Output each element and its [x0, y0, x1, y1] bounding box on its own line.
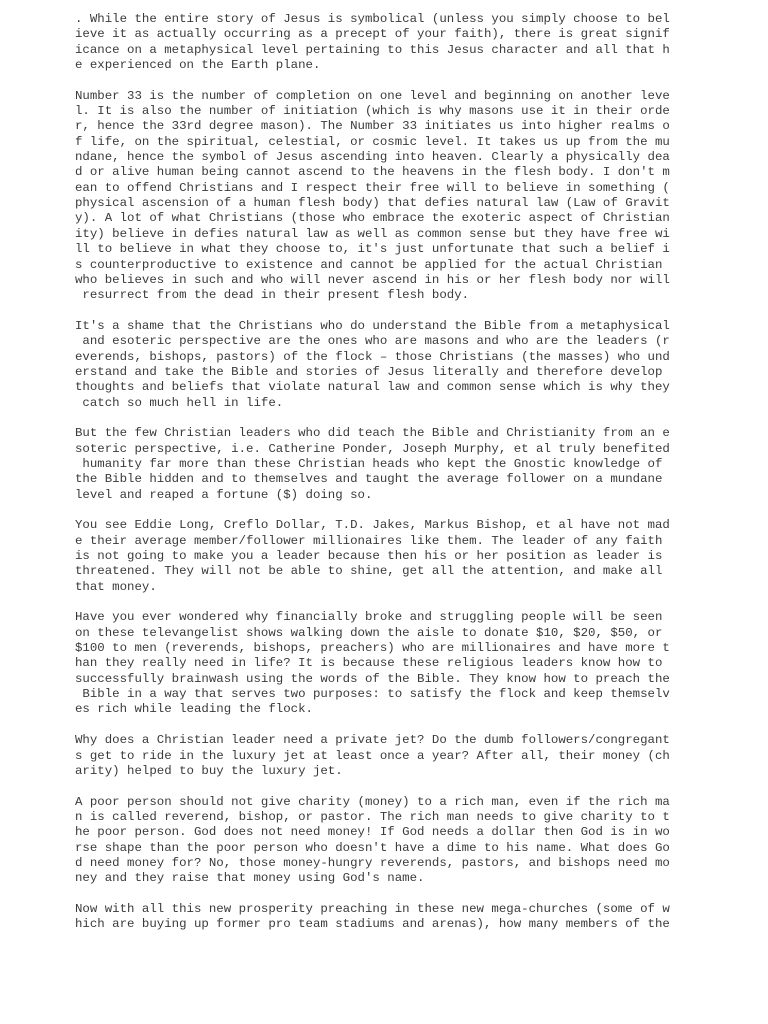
text-line: Why does a Christian leader need a private jet? Do the dumb followers/congregant [75, 733, 670, 748]
text-line: You see Eddie Long, Creflo Dollar, T.D. Jakes, Markus Bishop, et al have not mad [75, 518, 670, 533]
text-line: ll to believe in what they choose to, it's just unfortunate that such a belief i [75, 242, 670, 257]
text-line: y). A lot of what Christians (those who embrace the exoteric aspect of Christian [75, 211, 670, 226]
text-line: s get to ride in the luxury jet at least once a year? After all, their money (ch [75, 748, 670, 763]
text-line: everends, bishops, pastors) of the flock – those Christians (the masses) who und [75, 349, 670, 364]
text-line: soteric perspective, i.e. Catherine Ponder, Joseph Murphy, et al truly benefited [75, 441, 670, 456]
text-line: ity) believe in defies natural law as well as common sense but they have free wi [75, 226, 670, 241]
text-line: e experienced on the Earth plane. [75, 58, 321, 73]
text-line: physical ascension of a human flesh body) that defies natural law (Law of Gravit [75, 196, 670, 211]
paragraph [75, 902, 675, 933]
text-line: hich are buying up former pro team stadiums and arenas), how many members of the [75, 917, 670, 932]
document-page [75, 12, 675, 948]
text-line: Bible in a way that serves two purposes: to satisfy the flock and keep themselv [75, 687, 670, 702]
paragraph [75, 319, 675, 411]
text-line: and esoteric perspective are the ones who are masons and who are the leaders (r [75, 334, 670, 349]
text-line: l. It is also the number of initiation (which is why masons use it in their orde [75, 104, 670, 119]
text-line: ney and they raise that money using God's name. [75, 871, 425, 886]
text-line: humanity far more than these Christian heads who kept the Gnostic knowledge of [75, 456, 670, 471]
text-line: catch so much hell in life. [75, 395, 284, 410]
text-line: icance on a metaphysical level pertaining to this Jesus character and all that h [75, 42, 670, 57]
text-line: ean to offend Christians and I respect their free will to believe in something ( [75, 180, 670, 195]
text-line: the Bible hidden and to themselves and taught the average follower on a mundane [75, 472, 670, 487]
text-line: erstand and take the Bible and stories of Jesus literally and therefore develop [75, 364, 670, 379]
text-line: is not going to make you a leader because then his or her position as leader is [75, 549, 670, 564]
text-line: r, hence the 33rd degree mason). The Number 33 initiates us into higher realms o [75, 119, 670, 134]
text-line: ndane, hence the symbol of Jesus ascending into heaven. Clearly a physically dea [75, 150, 670, 165]
text-line: Have you ever wondered why financially broke and struggling people will be seen [75, 610, 670, 625]
text-line: level and reaped a fortune ($) doing so. [75, 487, 373, 502]
text-line: rse shape than the poor person who doesn't have a dime to his name. What does Go [75, 840, 670, 855]
text-line: n is called reverend, bishop, or pastor. The rich man needs to give charity to t [75, 809, 670, 824]
paragraph [75, 733, 675, 779]
text-line: d or alive human being cannot ascend to the heavens in the flesh body. I don't m [75, 165, 670, 180]
text-line: es rich while leading the flock. [75, 702, 313, 717]
text-line: on these televangelist shows walking down the aisle to donate $10, $20, $50, or [75, 625, 670, 640]
paragraph [75, 795, 675, 887]
text-line: A poor person should not give charity (money) to a rich man, even if the rich ma [75, 794, 670, 809]
text-line: . While the entire story of Jesus is symbolical (unless you simply choose to bel [75, 12, 670, 26]
paragraph [75, 518, 675, 595]
text-line: han they really need in life? It is because these religious leaders know how to [75, 656, 670, 671]
text-line: It's a shame that the Christians who do understand the Bible from a metaphysical [75, 318, 670, 333]
paragraph [75, 426, 675, 503]
text-line: s counterproductive to existence and cannot be applied for the actual Christian [75, 257, 670, 272]
paragraph [75, 12, 675, 73]
text-line: successfully brainwash using the words of the Bible. They know how to preach the [75, 671, 670, 686]
text-line: who believes in such and who will never ascend in his or her flesh body nor will [75, 272, 670, 287]
text-line: But the few Christian leaders who did teach the Bible and Christianity from an e [75, 426, 670, 441]
text-line: f life, on the spiritual, celestial, or cosmic level. It takes us up from the mu [75, 134, 670, 149]
text-line: ieve it as actually occurring as a precept of your faith), there is great signif [75, 27, 670, 42]
text-line: arity) helped to buy the luxury jet. [75, 763, 343, 778]
paragraph [75, 610, 675, 717]
text-line: threatened. They will not be able to shine, get all the attention, and make all [75, 564, 670, 579]
paragraph [75, 89, 675, 304]
text-line: e their average member/follower millionaires like them. The leader of any faith [75, 533, 670, 548]
text-line: he poor person. God does not need money! If God needs a dollar then God is in wo [75, 825, 670, 840]
text-line: Number 33 is the number of completion on one level and beginning on another leve [75, 88, 670, 103]
text-line: Now with all this new prosperity preaching in these new mega-churches (some of w [75, 901, 670, 916]
text-line: that money. [75, 579, 157, 594]
text-line: thoughts and beliefs that violate natural law and common sense which is why they [75, 380, 670, 395]
text-line: $100 to men (reverends, bishops, preachers) who are millionaires and have more t [75, 641, 670, 656]
text-line: d need money for? No, those money-hungry reverends, pastors, and bishops need mo [75, 855, 670, 870]
text-line: resurrect from the dead in their present flesh body. [75, 288, 470, 303]
